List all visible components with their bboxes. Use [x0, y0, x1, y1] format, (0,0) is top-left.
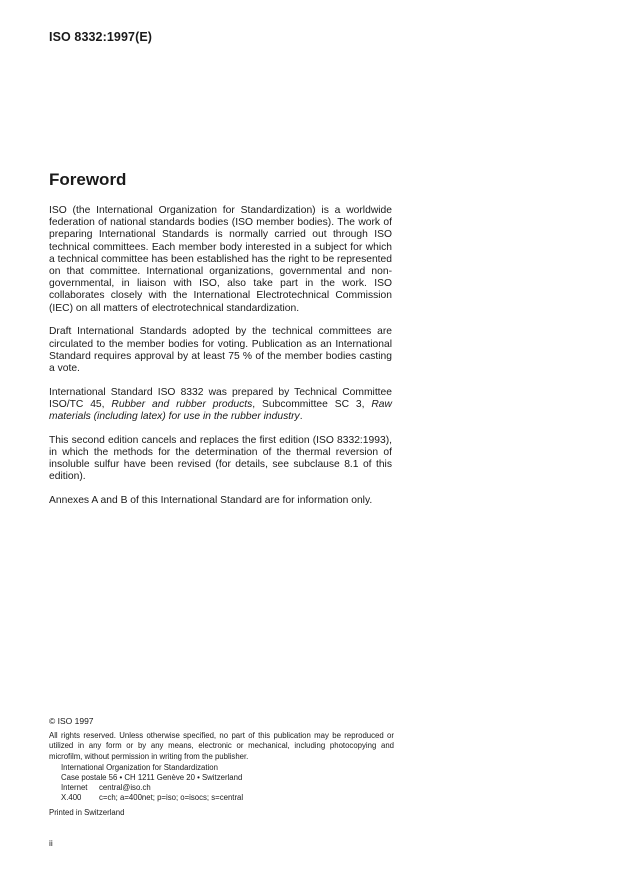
foreword-paragraph-2: Draft International Standards adopted by the technical committees are circulated to the member bodies for voting. Publication as an International Standard requires approval by at least 75 % of the member bodies casting a vote. — [49, 326, 392, 374]
foreword-paragraph-3 — [49, 387, 392, 424]
internet-value: central@iso.ch — [99, 783, 151, 793]
foreword-body — [49, 205, 392, 519]
postal-address: Case postale 56 • CH 1211 Genève 20 • Switzerland — [61, 773, 243, 783]
foreword-paragraph-4: This second edition cancels and replaces the first edition (ISO 8332:1993), in which the methods for the determination of the thermal reversion of insoluble sulfur have been revised (for details, see subclause 8.1 of this edition). — [49, 434, 392, 483]
p3-text-3: . — [299, 411, 303, 423]
rights-statement: All rights reserved. Unless otherwise specified, no part of this publication may be reproduced or utilized in any form or by any means, electronic or mechanical, including photocopying and microfilm, without permission in writing from the publisher. — [49, 731, 394, 761]
org-name: International Organization for Standardization — [61, 762, 218, 772]
p3-committee-name: Rubber and rubber products — [111, 398, 253, 410]
foreword-paragraph-5: Annexes A and B of this International Standard are for information only. — [49, 495, 373, 507]
foreword-title: Foreword — [49, 170, 127, 189]
p3-text-1: International Standard ISO 8332 was prepared by Technical Committee ISO/TC 45, — [49, 386, 392, 410]
p3-subcommittee-name: Raw materials (including latex) for use in the rubber industry — [49, 398, 392, 423]
document-id-header: ISO 8332:1997(E) — [49, 30, 153, 44]
internet-row — [61, 783, 394, 793]
internet-label: Internet — [61, 783, 88, 793]
foreword-paragraph-1: ISO (the International Organization for Standardization) is a worldwide federation of national standards bodies (ISO member bodies). The work of preparing International Standards is normally carried out through ISO technical committees. Each member body interested in a subject for which a technical committee has been established has the right to be represented on that committee. International organizations, governmental and non-governmental, in liaison with ISO, also take part in the work. ISO collaborates closely with the International Electrotechnical Commission (IEC) on all matters of electrotechnical standardization. — [49, 205, 392, 314]
p3-text-2: , Subcommittee SC 3, — [252, 398, 372, 410]
publisher-address — [61, 763, 394, 804]
copyright-block — [49, 716, 394, 818]
printed-in: Printed in Switzerland — [49, 807, 125, 817]
x400-label: X.400 — [61, 793, 82, 803]
x400-value: c=ch; a=400net; p=iso; o=isocs; s=central — [99, 793, 244, 803]
page-number: ii — [49, 838, 53, 848]
copyright-line: © ISO 1997 — [49, 716, 94, 726]
x400-row — [61, 793, 394, 803]
